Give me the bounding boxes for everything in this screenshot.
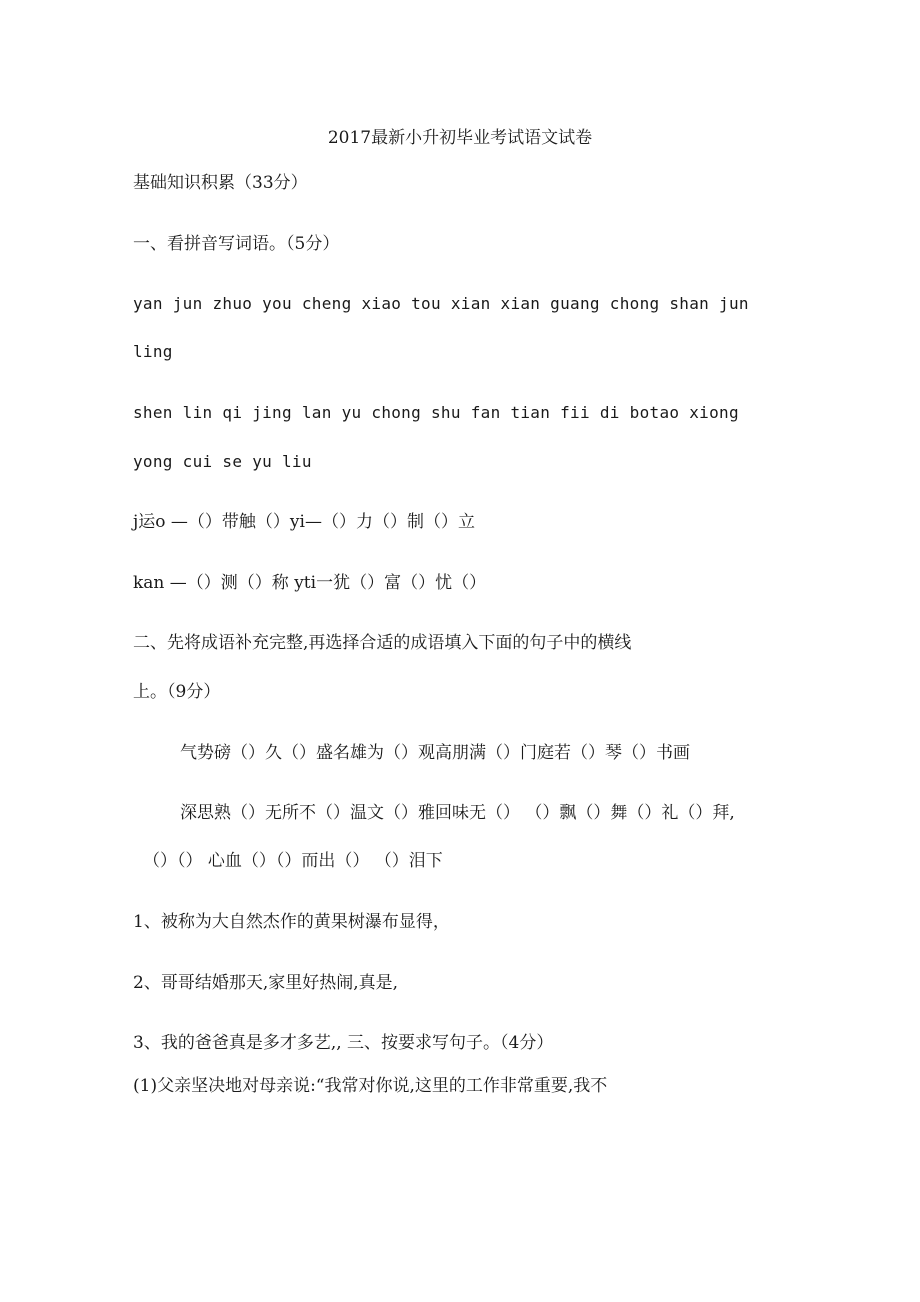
- idioms-line-3: （）（） 心血（）（）而出（） （）泪下: [143, 851, 443, 871]
- pinyin-line-2: shen lin qi jing lan yu chong shu fan tian fii di botao xiong: [133, 403, 739, 422]
- pinyin-line-1-continued: ling: [133, 342, 173, 361]
- fill-sentence-1: 1、被称为大自然杰作的黄果树瀑布显得，: [133, 912, 450, 932]
- polyphone-line-1: j运o —（）带触（）yi—（）力（）制（）立: [133, 512, 475, 532]
- pinyin-line-2-continued: yong cui se yu liu: [133, 452, 312, 471]
- fill-sentence-3: 3、我的爸爸真是多才多艺,, 三、按要求写句子。（4分）: [133, 1033, 554, 1053]
- fill-sentence-2: 2、哥哥结婚那天,家里好热闹,真是,: [133, 973, 399, 993]
- question-2-heading-continued: 上。（9分）: [133, 682, 221, 702]
- question-1-heading: 一、看拼音写词语。（5分）: [133, 234, 340, 254]
- question-3-item-1: (1)父亲坚决地对母亲说:“我常对你说,这里的工作非常重要,我不: [133, 1076, 608, 1096]
- idioms-line-1: 气势磅（）久（）盛名雄为（）观高朋满（）门庭若（）琴（）书画: [180, 743, 690, 763]
- idioms-line-2: 深思熟（）无所不（）温文（）雅回味无（） （）飘（）舞（）礼（）拜,: [180, 803, 735, 823]
- polyphone-line-2: kan —（）测（）称 yti一犹（）富（）忧（）: [133, 573, 487, 593]
- exam-title: 2017最新小升初毕业考试语文试卷: [327, 128, 593, 148]
- section-basic-heading: 基础知识积累（33分）: [133, 173, 308, 193]
- pinyin-line-1: yan jun zhuo you cheng xiao tou xian xian guang chong shan jun: [133, 294, 749, 313]
- question-2-heading: 二、先将成语补充完整,再选择合适的成语填入下面的句子中的横线: [133, 633, 632, 653]
